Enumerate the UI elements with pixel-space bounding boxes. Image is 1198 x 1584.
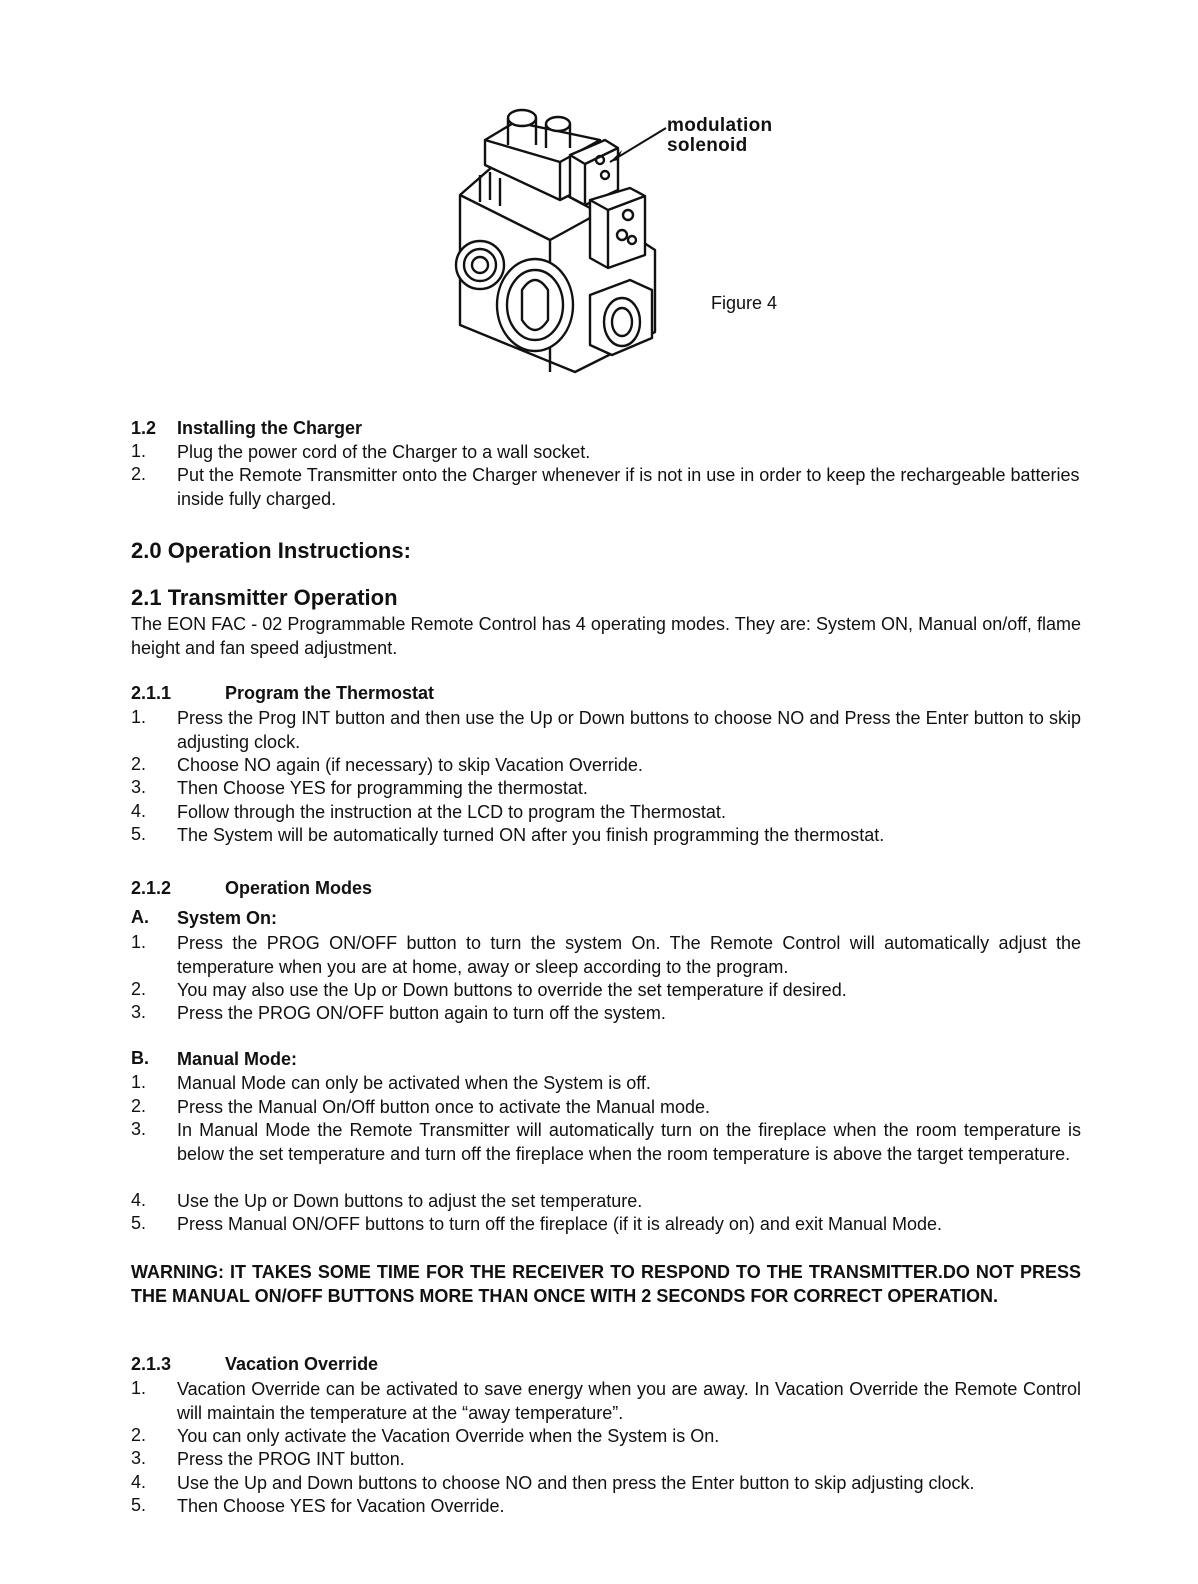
list-item: You can only activate the Vacation Override when the System is On. bbox=[177, 1426, 720, 1446]
list-item: The System will be automatically turned ON after you finish programming the thermostat. bbox=[177, 825, 885, 845]
list-item: Plug the power cord of the Charger to a wall socket. bbox=[177, 442, 591, 462]
mode-a-letter: A. bbox=[131, 907, 149, 927]
section-2-1-3-title: Vacation Override bbox=[225, 1354, 379, 1374]
valve-figure bbox=[440, 100, 670, 380]
list-item-number: 3. bbox=[131, 777, 147, 797]
gas-valve-drawing bbox=[440, 100, 670, 380]
list-item-number: 5. bbox=[131, 824, 147, 844]
callout-label bbox=[667, 116, 807, 156]
section-2-1-1-title: Program the Thermostat bbox=[225, 683, 435, 703]
list-item-number: 1. bbox=[131, 932, 147, 952]
list-item-number: 1. bbox=[131, 1378, 147, 1398]
list-item: Manual Mode can only be activated when the System is off. bbox=[177, 1073, 651, 1093]
list-item-number: 4. bbox=[131, 1472, 147, 1492]
section-2-1-2-title: Operation Modes bbox=[225, 878, 373, 898]
list-item-number: 2. bbox=[131, 979, 147, 999]
list-item: Press Manual ON/OFF buttons to turn off the fireplace (if it is already on) and exit Manual Mode. bbox=[177, 1214, 943, 1234]
list-item-number: 5. bbox=[131, 1495, 147, 1515]
list-item-number: 3. bbox=[131, 1002, 147, 1022]
list-item-number: 2. bbox=[131, 1425, 147, 1445]
section-1-2-title: Installing the Charger bbox=[177, 418, 363, 438]
list-item-number: 3. bbox=[131, 1448, 147, 1468]
mode-a-title: System On: bbox=[177, 908, 278, 928]
list-item: Follow through the instruction at the LCD to program the Thermostat. bbox=[177, 802, 726, 822]
section-2-0-heading: 2.0 Operation Instructions: bbox=[131, 538, 411, 563]
section-2-1-heading: 2.1 Transmitter Operation bbox=[131, 585, 398, 610]
section-2-1-body: The EON FAC - 02 Programmable Remote Control has 4 operating modes. They are: System ON, Manual on/off, flame height and fan speed adjustment. bbox=[131, 614, 1081, 658]
list-item-number: 2. bbox=[131, 754, 147, 774]
list-item-number: 4. bbox=[131, 1190, 147, 1210]
list-item-number: 5. bbox=[131, 1213, 147, 1233]
list-item-number: 1. bbox=[131, 707, 147, 727]
warning-text: WARNING: IT TAKES SOME TIME FOR THE RECEIVER TO RESPOND TO THE TRANSMITTER.DO NOT PRESS THE MANUAL ON/OFF BUTTONS MORE THAN ONCE WITH 2 SECONDS FOR CORRECT OPERATION. bbox=[131, 1262, 1081, 1306]
section-2-1-3-number: 2.1.3 bbox=[131, 1354, 172, 1374]
list-item-number: 1. bbox=[131, 1072, 147, 1092]
list-item-number: 2. bbox=[131, 1096, 147, 1116]
list-item: Press the Prog INT button and then use the Up or Down buttons to choose NO and Press the Enter button to skip adjusting clock. bbox=[177, 708, 1081, 752]
list-item-number: 4. bbox=[131, 801, 147, 821]
list-item: Press the PROG ON/OFF button to turn the system On. The Remote Control will automatically adjust the temperature when you are at home, away or sleep according to the program. bbox=[177, 933, 1081, 977]
list-item: Press the PROG ON/OFF button again to turn off the system. bbox=[177, 1003, 666, 1023]
mode-b-letter: B. bbox=[131, 1048, 149, 1068]
figure-caption: Figure 4 bbox=[711, 293, 778, 313]
list-item: Vacation Override can be activated to save energy when you are away. In Vacation Override the Remote Control will maintain the temperature at the “away temperature”. bbox=[177, 1379, 1081, 1423]
list-item: You may also use the Up or Down buttons to override the set temperature if desired. bbox=[177, 980, 847, 1000]
callout-label-line1: modulation bbox=[667, 115, 773, 136]
callout-label-line2: solenoid bbox=[667, 135, 748, 156]
list-item: In Manual Mode the Remote Transmitter will automatically turn on the fireplace when the room temperature is below the set temperature and turn off the fireplace when the room temperature is above the target temperature. bbox=[177, 1120, 1081, 1164]
section-1-2-number: 1.2 bbox=[131, 418, 157, 438]
list-item: Then Choose YES for Vacation Override. bbox=[177, 1496, 505, 1516]
list-item-number: 2. bbox=[131, 464, 147, 484]
list-item: Put the Remote Transmitter onto the Charger whenever if is not in use in order to keep the rechargeable batteries inside fully charged. bbox=[177, 465, 1080, 509]
mode-b-title: Manual Mode: bbox=[177, 1049, 297, 1069]
list-item: Choose NO again (if necessary) to skip Vacation Override. bbox=[177, 755, 643, 775]
list-item-number: 1. bbox=[131, 441, 147, 461]
list-item: Use the Up or Down buttons to adjust the set temperature. bbox=[177, 1191, 643, 1211]
list-item: Use the Up and Down buttons to choose NO and then press the Enter button to skip adjusting clock. bbox=[177, 1473, 975, 1493]
list-item-number: 3. bbox=[131, 1119, 147, 1139]
section-2-1-2-number: 2.1.2 bbox=[131, 878, 172, 898]
list-item: Then Choose YES for programming the thermostat. bbox=[177, 778, 588, 798]
section-2-1-1-number: 2.1.1 bbox=[131, 683, 172, 703]
list-item: Press the PROG INT button. bbox=[177, 1449, 405, 1469]
list-item: Press the Manual On/Off button once to activate the Manual mode. bbox=[177, 1097, 710, 1117]
